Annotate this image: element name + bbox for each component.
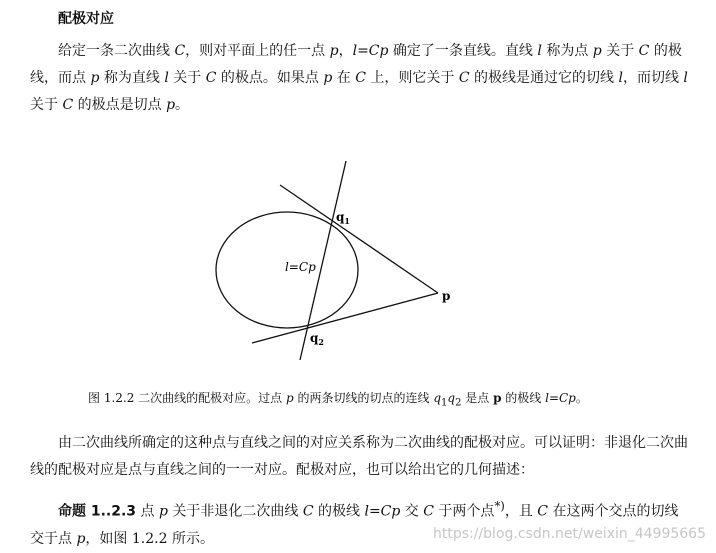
figure-polarity [190,155,480,360]
figure-diagram [190,155,480,360]
label-line-lcp: l=Cp [285,260,316,274]
label-q2: $q_2$ [310,331,324,347]
watermark-url: https://blog.csdn.net/weixin_44995665 [432,526,706,542]
paragraph-proposition: 命题 1..2.3 点 p 关于非退化二次曲线 C 的极线 l=Cp 交 C 于两个点*)，且 C 在这两个交点的切线交于点 p，如图 1.2.2 所示。 [30,499,679,547]
proposition-label: 命题 1..2.3 [58,503,137,520]
label-p: p [442,289,451,303]
tangent-line-upper [280,185,438,293]
tangent-line-lower [252,293,438,343]
paragraph-polarity: 由二次曲线所确定的这种点与直线之间的对应关系称为二次曲线的配极对应。可以证明：非退化二次曲线的配极对应是点与直线之间的一一对应。配极对应，也可以给出它的几何描述： [30,435,688,478]
section-heading: 配极对应 [58,11,114,27]
paragraph-definition: 给定一条二次曲线 C，则对平面上的任一点 p，l=Cp 确定了一条直线。直线 l 称为点 p 关于 C 的极线，而点 p 称为直线 l 关于 C 的极点。如果点 p 在 C 上，则它关于 C 的极线是通过它的切线 l，而切线 l 关于 C 的极点是切点 p。 [30,43,688,113]
figure-caption: 图 1.2.2 二次曲线的配极对应。过点 p 的两条切线的切点的连线 $q_1q_2$ 是点 p 的极线 l=Cp。 [88,391,588,409]
label-q1: $q_1$ [336,210,350,226]
